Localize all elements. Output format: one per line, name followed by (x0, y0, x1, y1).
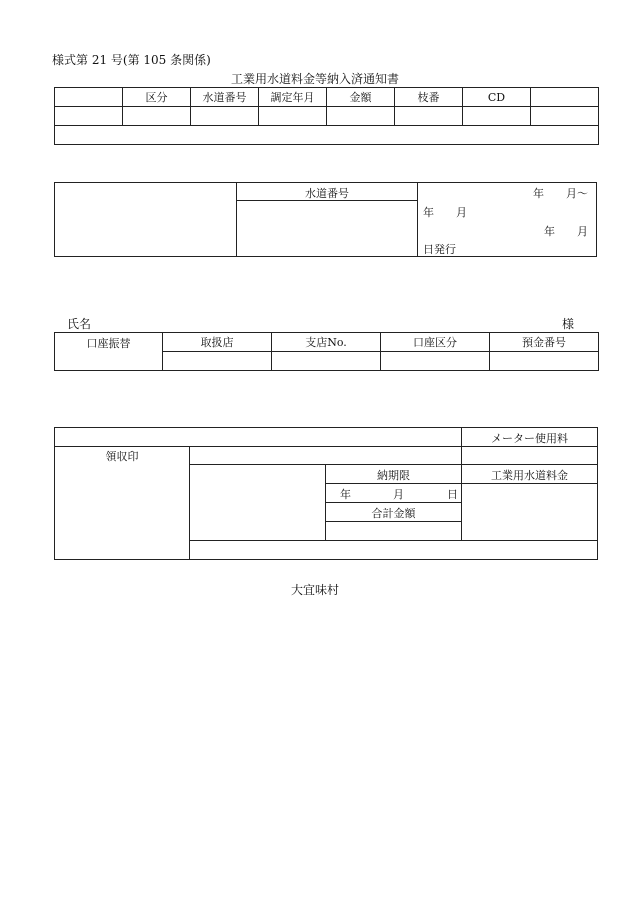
account-type-field[interactable] (381, 352, 490, 371)
blank-field[interactable] (190, 465, 325, 540)
water-number-label: 水道番号 (305, 187, 349, 200)
period-from: 年 月～ (533, 187, 588, 200)
table-cell[interactable] (531, 107, 599, 126)
blank-header-cell (531, 88, 599, 107)
issued-label: 日発行 (423, 243, 456, 256)
table-row (55, 107, 599, 126)
table-row-full (55, 126, 599, 145)
period-to: 年 月 (544, 225, 588, 238)
divider (189, 540, 597, 541)
branch-no-field[interactable] (272, 352, 381, 371)
handling-branch-field[interactable] (163, 352, 272, 371)
divider (417, 183, 418, 256)
page-title: 工業用水道料金等納入済通知書 (230, 72, 399, 86)
table-cell[interactable] (259, 107, 327, 126)
table-cell[interactable] (395, 107, 463, 126)
cd-header: CD (463, 88, 531, 107)
divider (55, 446, 597, 447)
table-header-row (55, 333, 599, 352)
industrial-water-fee-label: 工業用水道料金 (491, 469, 568, 482)
table-cell[interactable] (463, 107, 531, 126)
account-number-header: 預金番号 (490, 333, 599, 352)
period-continued: 年 月 (423, 206, 467, 219)
village-name: 大宜味村 (290, 583, 339, 597)
table-cell[interactable] (123, 107, 191, 126)
total-amount-label: 合計金額 (371, 507, 416, 520)
date-month-label: 月 (393, 488, 404, 501)
account-number-field[interactable] (490, 352, 599, 371)
receipt-stamp-label: 領収印 (105, 450, 139, 463)
honorific-label: 様 (562, 317, 575, 331)
date-year-label: 年 (340, 488, 351, 501)
branch-number-header: 枝番 (395, 88, 463, 107)
industrial-water-fee-field[interactable] (462, 484, 597, 540)
water-number-field[interactable] (237, 201, 417, 256)
amount-header: 金額 (327, 88, 395, 107)
billing-month-header: 調定年月 (259, 88, 327, 107)
meter-fee-label: メーター使用料 (491, 432, 568, 445)
branch-no-header: 支店No. (272, 333, 381, 352)
bank-transfer-label: 口座振替 (55, 333, 163, 371)
category-header: 区分 (123, 88, 191, 107)
payment-summary-table (54, 87, 599, 145)
account-type-header: 口座区分 (381, 333, 490, 352)
table-cell[interactable] (327, 107, 395, 126)
table-cell[interactable] (55, 107, 123, 126)
table-header-row (55, 88, 599, 107)
water-number-box (54, 182, 597, 257)
receipt-box (54, 427, 598, 560)
table-cell[interactable] (191, 107, 259, 126)
name-label: 氏名 (67, 317, 92, 331)
handling-branch-header: 取扱店 (163, 333, 272, 352)
total-amount-field[interactable] (326, 522, 461, 540)
date-day-label: 日 (447, 488, 458, 501)
due-date-label: 納期限 (377, 469, 410, 482)
divider (325, 502, 461, 503)
blank-header-cell (55, 88, 123, 107)
table-cell-wide[interactable] (55, 126, 599, 145)
form-reference: 様式第 21 号(第 105 条関係) (52, 53, 211, 67)
water-number-header: 水道番号 (191, 88, 259, 107)
bank-transfer-table (54, 332, 599, 371)
